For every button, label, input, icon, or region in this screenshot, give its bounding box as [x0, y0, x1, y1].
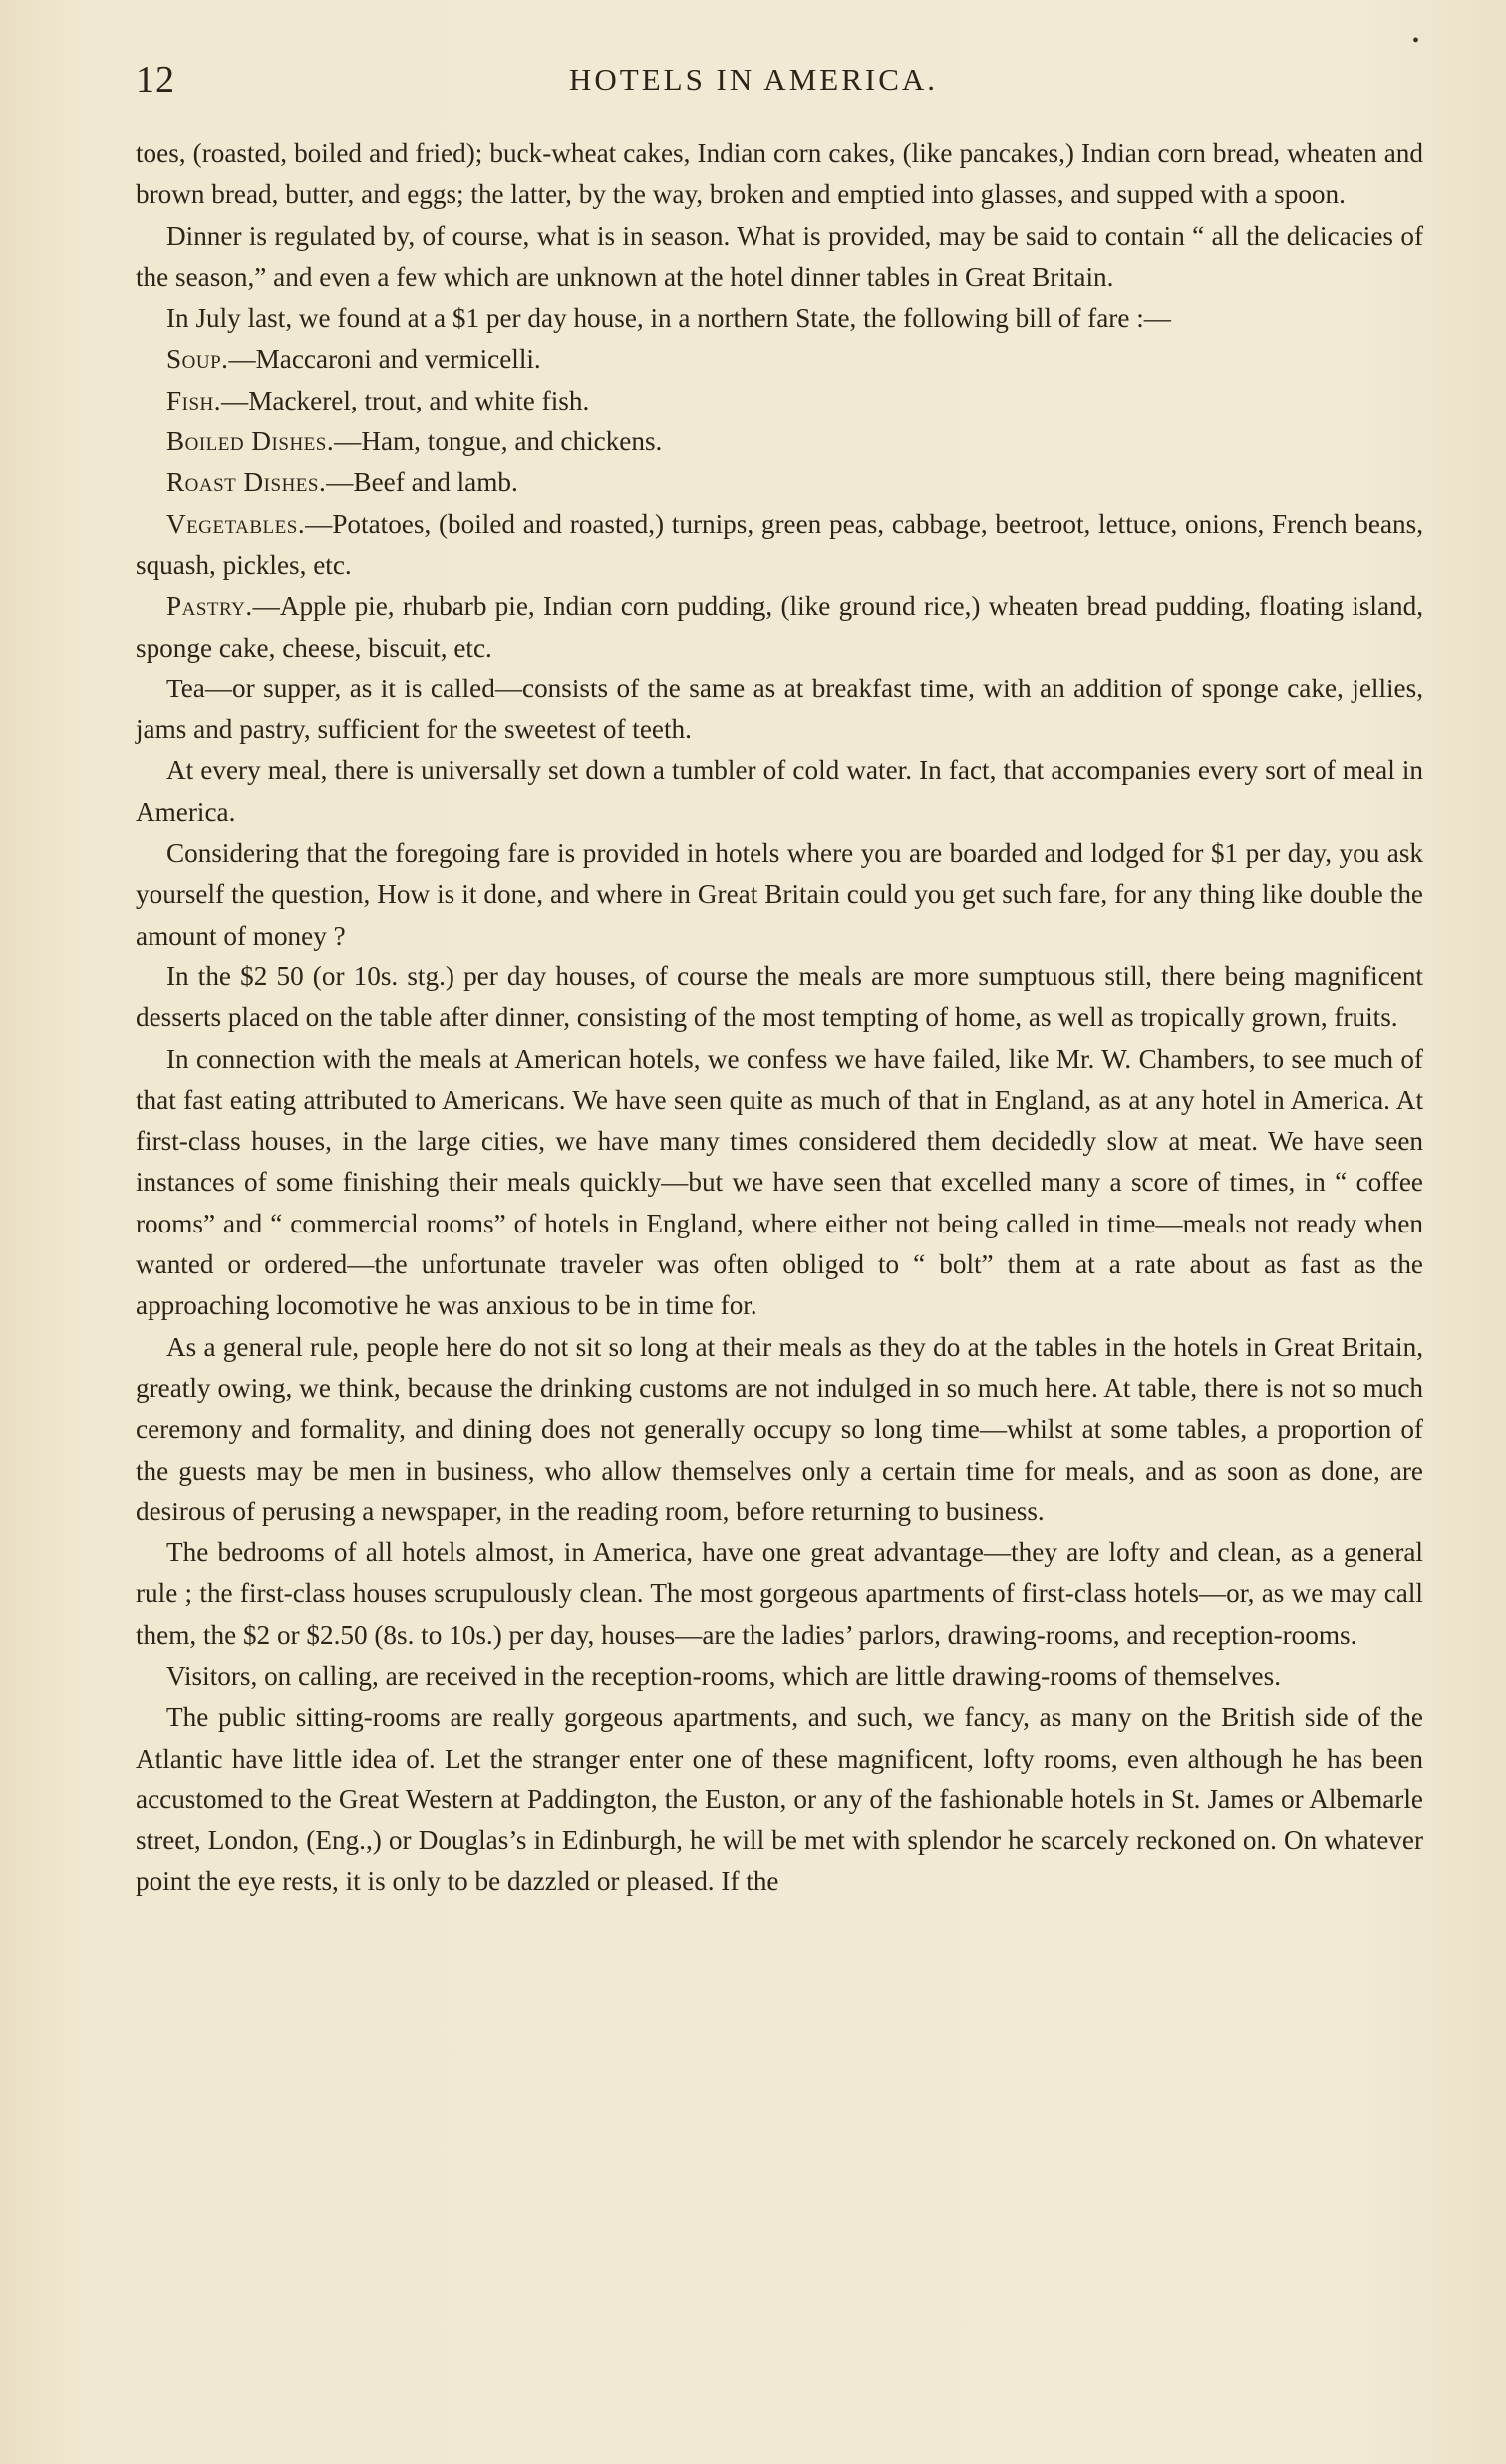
- menu-item-vegetables: [136, 504, 1423, 587]
- body-text: [136, 134, 1423, 1903]
- paragraph: In connection with the meals at American hotels, we confess we have failed, like Mr. W. Chambers, to see much of that fast eating attributed to Americans. We have seen quite as much of that in England, as at any hotel in America. At first-class houses, in the large cities, we have many times considered them decidedly slow at meat. We have seen instances of some finishing their meals quickly—but we have seen that excelled many a score of times, in “ coffee rooms” and “ commercial rooms” of hotels in England, where either not being called in time—meals not ready when wanted or ordered—the unfortunate traveler was often obliged to “ bolt” them at a rate about as fast as the approaching locomotive he was anxious to be in time for.: [136, 1043, 1423, 1321]
- paragraph: Considering that the foregoing fare is provided in hotels where you are boarded and lodged for $1 per day, you ask yourself the question, How is it done, and where in Great Britain could you get such fare, for any thing like double the amount of money ?: [136, 838, 1423, 951]
- corner-mark: •: [1411, 30, 1419, 52]
- paragraph: Dinner is regulated by, of course, what is in season. What is provided, may be said to contain “ all the delicacies of the season,” and even a few which are unknown at the hotel dinner tables in Great Britain.: [136, 220, 1423, 292]
- menu-item-pastry: [136, 586, 1423, 669]
- paragraph: At every meal, there is universally set down a tumbler of cold water. In fact, that accompanies every sort of meal in America.: [136, 755, 1423, 827]
- paragraph: The public sitting-rooms are really gorgeous apartments, and such, we fancy, as many on the British side of the Atlantic have little idea of. Let the stranger enter one of these magnificent, lofty rooms, even although he has been accustomed to the Great Western at Paddington, the Euston, or any of the fashionable hotels in St. James or Albemarle street, London, (Eng.,) or Douglas’s in Edinburgh, he will be met with splendor he scarcely reckoned on. On whatever point the eye rests, it is only to be dazzled or pleased. If the: [136, 1702, 1423, 1897]
- menu-text: —Potatoes, (boiled and roasted,) turnips, green peas, cabbage, beetroot, lettuce, onions, French beans, squash, pickles, etc.: [136, 508, 1423, 580]
- paragraph: The bedrooms of all hotels almost, in America, have one great advantage—they are lofty and clean, as a general rule ; the first-class houses scrupulously clean. The most gorgeous apartments of first-class hotels—or, as we may call them, the $2 or $2.50 (8s. to 10s.) per day, houses—are the ladies’ parlors, drawing-rooms, and reception-rooms.: [136, 1537, 1423, 1650]
- paragraph: Visitors, on calling, are received in the reception-rooms, which are little drawing-rooms of themselves.: [166, 1660, 1281, 1691]
- paragraph: In July last, we found at a $1 per day house, in a northern State, the following bill of fare :—: [166, 303, 1171, 334]
- menu-label: Vegetables.: [166, 508, 306, 539]
- page-number: 12: [136, 59, 175, 101]
- menu-item-roast-dishes: [136, 462, 1423, 503]
- page-header: [136, 30, 1419, 118]
- menu-label: Soup.: [166, 344, 229, 375]
- menu-label: Pastry.: [166, 591, 253, 622]
- menu-text: —Apple pie, rhubarb pie, Indian corn pudding, (like ground rice,) wheaten bread pudding, floating island, sponge cake, cheese, biscuit, etc.: [136, 591, 1423, 663]
- menu-item-boiled-dishes: [136, 421, 1423, 462]
- menu-text: —Maccaroni and vermicelli.: [228, 344, 541, 375]
- paragraph: toes, (roasted, boiled and fried); buck-wheat cakes, Indian corn cakes, (like pancakes,) Indian corn bread, wheaten and brown bread, butter, and eggs; the latter, by the way, broken and emptied into glasses, and supped with a spoon.: [136, 138, 1423, 210]
- menu-text: —Beef and lamb.: [326, 467, 518, 498]
- paragraph: In the $2 50 (or 10s. stg.) per day houses, of course the meals are more sumptuous still, there being magnificent desserts placed on the table after dinner, consisting of the most tempting of home, as well as tropically grown, fruits.: [136, 960, 1423, 1033]
- menu-text: —Mackerel, trout, and white fish.: [221, 385, 590, 415]
- paragraph: As a general rule, people here do not sit so long at their meals as they do at the tables in the hotels in Great Britain, greatly owing, we think, because the drinking customs are not indulged in so much here. At table, there is not so much ceremony and formality, and dining does not generally occupy so long time—whilst at some tables, a proportion of the guests may be men in business, who allow themselves only a certain time for meals, and as soon as done, are desirous of perusing a newspaper, in the reading room, before returning to business.: [136, 1331, 1423, 1526]
- running-title: HOTELS IN AMERICA.: [568, 62, 939, 97]
- menu-label: Fish.: [166, 385, 222, 415]
- menu-label: Roast Dishes.: [166, 467, 327, 498]
- paragraph: Tea—or supper, as it is called—consists of the same as at breakfast time, with an addition of sponge cake, jellies, jams and pastry, sufficient for the sweetest of teeth.: [136, 673, 1423, 745]
- menu-item-soup: [136, 339, 1423, 380]
- menu-text: —Ham, tongue, and chickens.: [334, 426, 663, 457]
- menu-item-fish: [136, 381, 1423, 421]
- menu-label: Boiled Dishes.: [166, 426, 335, 457]
